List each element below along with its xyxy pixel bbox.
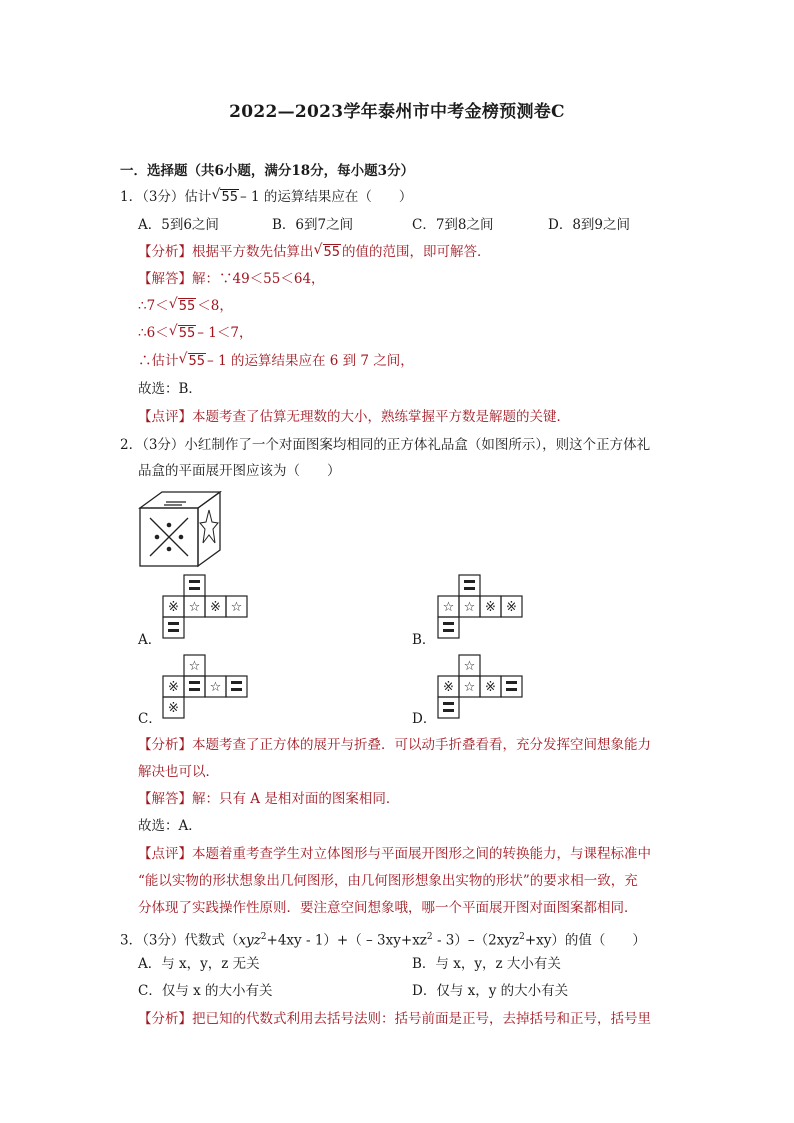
q3-option-b: B．与 x，y，z 大小有关 — [412, 956, 561, 972]
q1-prefix: 1．（3分）估计 — [120, 189, 212, 205]
q2-comment: 【点评】本题着重考查学生对立体图形与平面展开图形之间的转换能力，与课程标准中 — [138, 846, 651, 862]
svg-text:※: ※ — [443, 680, 454, 695]
page-title: 2022—2023学年泰州市中考金榜预测卷C — [229, 102, 565, 122]
analysis-tag: 【分析】 — [138, 1011, 192, 1027]
analysis-tag: 【分析】 — [138, 244, 192, 260]
answer-tag: 【解答】 — [138, 791, 192, 807]
q2-option-c-label: C． — [138, 711, 162, 727]
q1-answer-step-4: ∴估计 √ 55 – 1 的运算结果应在 6 到 7 之间， — [138, 351, 414, 369]
q1-option-d: D．8到9之间 — [548, 217, 631, 233]
answer-tag: 【解答】 — [138, 271, 192, 287]
q2-comment-line-2: “能以实物的形状想象出几何图形，由几何图形想象出实物的形状”的要求相一致，充 — [138, 873, 638, 889]
svg-text:※: ※ — [168, 680, 179, 695]
q1-comment: 【点评】本题考查了估算无理数的大小，熟练掌握平方数是解题的关键． — [138, 409, 570, 425]
q1-analysis: 【分析】根据平方数先估算出 √ 55 的值的范围，即可解答． — [138, 242, 491, 260]
analysis-tag: 【分析】 — [138, 737, 192, 753]
q1-suffix: – 1 的运算结果应在（ ） — [239, 189, 413, 205]
svg-text:※: ※ — [168, 701, 179, 716]
q1-stem — [120, 188, 412, 207]
svg-text:☆: ☆ — [463, 680, 476, 695]
svg-text:※: ※ — [210, 600, 221, 615]
q3-option-d: D．仅与 x，y 的大小有关 — [412, 983, 569, 999]
svg-text:※: ※ — [485, 600, 496, 615]
q1-answer: 【解答】解：∵49＜55＜64， — [138, 271, 325, 287]
q1-choose: 故选：B． — [138, 381, 202, 397]
section-heading: 一．选择题（共6小题，满分18分，每小题3分） — [120, 163, 415, 179]
q1-option-c: C．7到8之间 — [412, 217, 494, 233]
sqrt-55: √ 55 — [211, 187, 238, 205]
sqrt-55: √ 55 — [168, 296, 196, 314]
q2-option-b-label: B． — [412, 632, 436, 648]
sqrt-55: √ 55 — [313, 242, 341, 260]
q2-option-a-net — [162, 574, 250, 640]
q3-analysis: 【分析】把已知的代数式利用去括号法则：括号前面是正号，去掉括号和正号，括号里 — [138, 1011, 651, 1027]
svg-text:☆: ☆ — [188, 600, 201, 615]
svg-text:☆: ☆ — [463, 659, 476, 674]
comment-tag: 【点评】 — [138, 409, 192, 425]
q2-option-a-label: A． — [138, 632, 162, 648]
q3-stem: 3．（3分）代数式$(xyz^2+4xy - 1)+( - 3xy+xz^2 - 3)-(2xyz^2+xy)$的值（ ） — [120, 932, 646, 949]
q2-option-d-net — [437, 654, 525, 720]
q2-stem-line-1: 2．（3分）小红制作了一个对面图案均相同的正方体礼品盒（如图所示），则这个正方体礼 — [120, 437, 651, 453]
q1-option-b: B．6到7之间 — [272, 217, 354, 233]
q1-option-a: A．5到6之间 — [138, 217, 219, 233]
q1-answer-step-2: ∴7＜ √ 55 ＜8， — [138, 296, 233, 314]
svg-text:※: ※ — [506, 600, 517, 615]
q2-stem-line-2: 品盒的平面展开图应该为（ ） — [138, 463, 341, 479]
svg-text:☆: ☆ — [188, 659, 201, 674]
q2-analysis-line-2: 解决也可以． — [138, 764, 219, 780]
q2-option-c-net — [162, 654, 250, 720]
q3-option-a: A．与 x，y，z 无关 — [138, 956, 260, 972]
svg-text:☆: ☆ — [209, 680, 222, 695]
q2-option-b-net — [437, 574, 525, 640]
q1-answer-step-3: ∴6＜ √ 55 – 1＜7， — [138, 323, 253, 341]
sqrt-55: √ 55 — [178, 351, 206, 369]
q2-choose: 故选：A． — [138, 818, 202, 834]
svg-text:※: ※ — [485, 680, 496, 695]
svg-text:☆: ☆ — [442, 600, 455, 615]
q2-answer: 【解答】解：只有 A 是相对面的图案相同． — [138, 791, 400, 807]
q2-analysis: 【分析】本题考查了正方体的展开与折叠．可以动手折叠看看，充分发挥空间想象能力 — [138, 737, 651, 753]
svg-text:☆: ☆ — [230, 600, 243, 615]
svg-text:☆: ☆ — [463, 600, 476, 615]
q3-option-c: C．仅与 x 的大小有关 — [138, 983, 273, 999]
q2-comment-line-3: 分体现了实践操作性原则．要注意空间想象哦，哪一个平面展开图对面图案都相同． — [138, 900, 638, 916]
q2-option-d-label: D． — [412, 711, 437, 727]
gift-box-figure — [138, 488, 228, 570]
sqrt-55: √ 55 — [168, 323, 196, 341]
svg-text:※: ※ — [168, 600, 179, 615]
comment-tag: 【点评】 — [138, 846, 192, 862]
